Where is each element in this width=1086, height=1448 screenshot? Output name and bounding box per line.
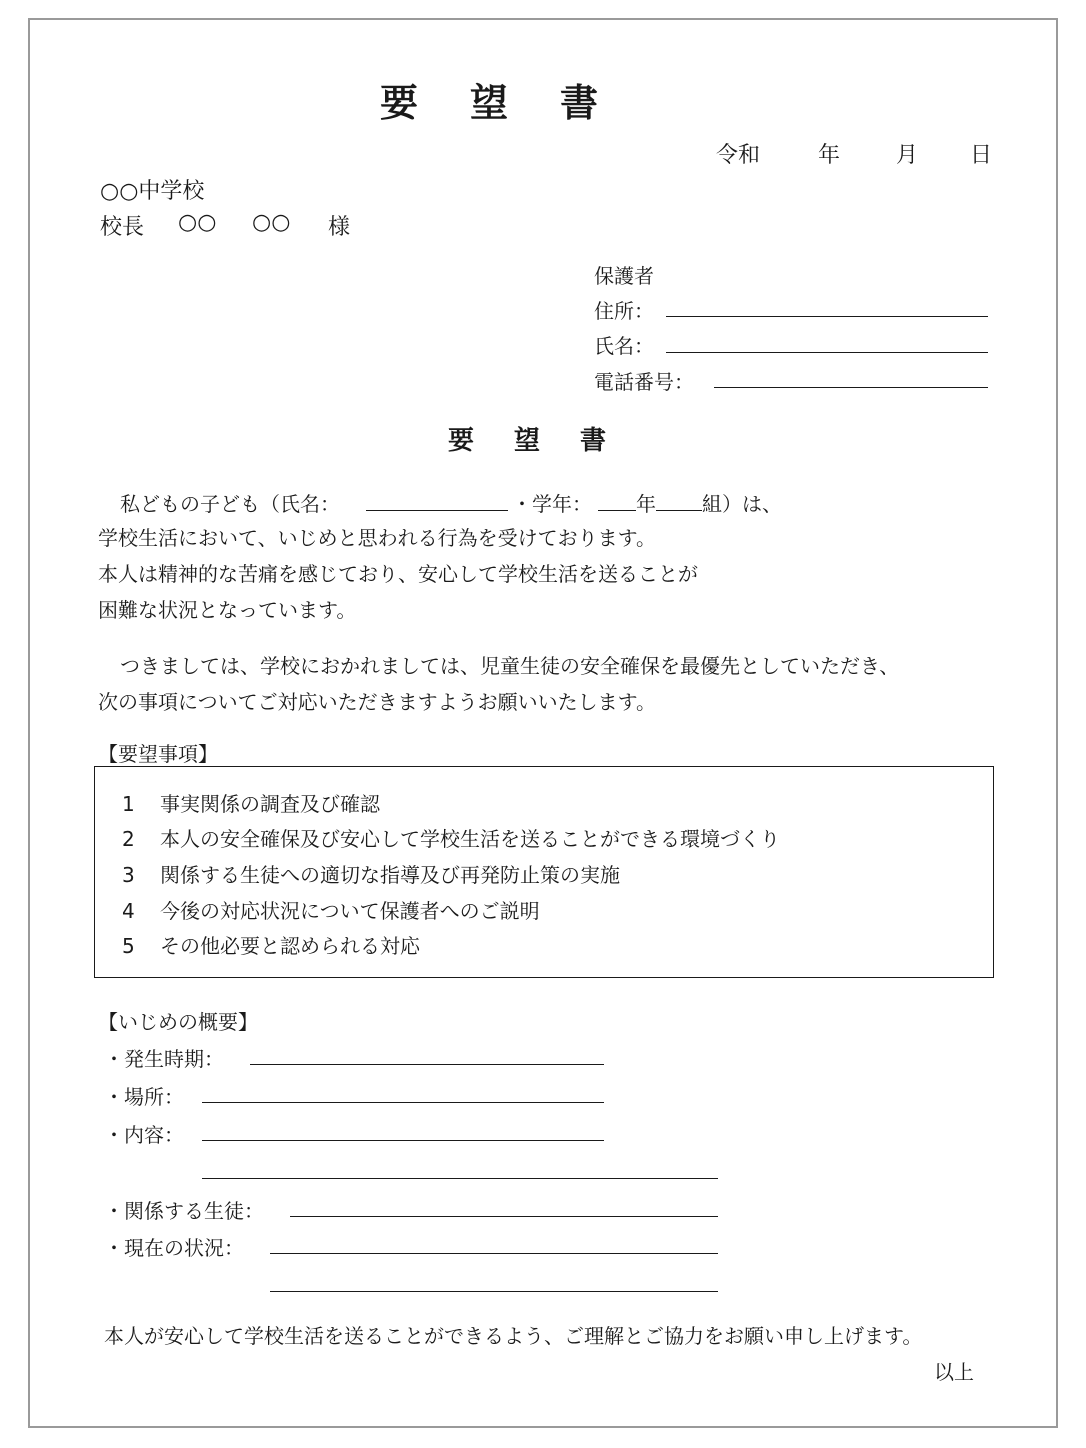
requests-heading: 【要望事項】 <box>98 742 218 766</box>
document-title: 要望書 <box>380 81 651 125</box>
addressee-school: ○○中学校 <box>100 179 205 204</box>
request-item <box>122 788 380 817</box>
section-title: 要望書 <box>448 426 647 456</box>
child-name-field[interactable] <box>366 510 508 511</box>
request-item <box>122 859 620 888</box>
request-text: 事実関係の調査及び確認 <box>160 792 380 816</box>
summary-when-label: ・発生時期： <box>104 1047 224 1071</box>
summary-students-field[interactable] <box>290 1216 718 1217</box>
request-item <box>122 930 420 959</box>
summary-students-label: ・関係する生徒： <box>104 1199 264 1223</box>
summary-status-label: ・現在の状況： <box>104 1236 244 1260</box>
request-text: その他必要と認められる対応 <box>160 934 420 958</box>
date-era: 令和 <box>716 143 761 168</box>
closing-text: 本人が安心して学校生活を送ることができるよう、ご理解とご協力をお願い申し上げます。 <box>104 1324 923 1348</box>
request-text: 今後の対応状況について保護者へのご説明 <box>160 899 540 923</box>
guardian-name-field[interactable] <box>666 352 988 353</box>
request-text: 本人の安全確保及び安心して学校生活を送ることができる環境づくり <box>160 827 780 851</box>
body-p1-line3: 本人は精神的な苦痛を感じており、安心して学校生活を送ることが <box>98 562 698 586</box>
addressee-name-1: ○○ <box>178 210 217 235</box>
summary-status-field[interactable] <box>270 1253 718 1254</box>
body-p1-grade-label: ・学年： <box>512 492 592 516</box>
summary-where-label: ・場所： <box>104 1085 184 1109</box>
summary-when-field[interactable] <box>250 1064 604 1065</box>
summary-content-field[interactable] <box>202 1140 604 1141</box>
body-p1-class-label: 組）は、 <box>702 492 782 516</box>
body-p2-line2: 次の事項についてご対応いただきますようお願いいたします。 <box>98 690 656 714</box>
summary-heading: 【いじめの概要】 <box>98 1010 258 1034</box>
request-number: 3 <box>122 863 135 887</box>
addressee-name-2: ○○ <box>252 210 291 235</box>
guardian-heading: 保護者 <box>594 264 654 288</box>
request-text: 関係する生徒への適切な指導及び再発防止策の実施 <box>160 863 620 887</box>
request-item <box>122 823 780 852</box>
body-p1-line4: 困難な状況となっています。 <box>98 598 357 622</box>
summary-status-field-2[interactable] <box>270 1291 718 1292</box>
request-number: 2 <box>122 827 135 851</box>
body-p1-line2: 学校生活において、いじめと思われる行為を受けております。 <box>98 526 656 550</box>
request-number: 1 <box>122 792 135 816</box>
body-p1-prefix: 私どもの子ども（氏名： <box>120 492 340 516</box>
guardian-phone-field[interactable] <box>714 387 988 388</box>
guardian-address-label: 住所： <box>594 299 654 323</box>
end-mark: 以上 <box>934 1360 974 1384</box>
date-month: 月 <box>896 143 919 168</box>
summary-where-field[interactable] <box>202 1102 604 1103</box>
request-item <box>122 895 540 924</box>
request-number: 5 <box>122 934 135 958</box>
guardian-phone-label: 電話番号： <box>594 370 694 394</box>
body-p2-line1: つきましては、学校におかれましては、児童生徒の安全確保を最優先としていただき、 <box>120 654 900 678</box>
date-day: 日 <box>970 143 993 168</box>
child-class-field[interactable] <box>656 510 702 511</box>
summary-content-field-2[interactable] <box>202 1178 718 1179</box>
addressee-principal-label: 校長 <box>100 215 145 240</box>
guardian-address-field[interactable] <box>666 316 988 317</box>
addressee-honorific: 様 <box>328 215 351 240</box>
request-number: 4 <box>122 899 135 923</box>
summary-content-label: ・内容： <box>104 1123 184 1147</box>
date-year: 年 <box>818 143 841 168</box>
guardian-name-label: 氏名： <box>594 334 654 358</box>
child-grade-field[interactable] <box>598 510 636 511</box>
body-p1-year-label: 年 <box>636 492 656 516</box>
